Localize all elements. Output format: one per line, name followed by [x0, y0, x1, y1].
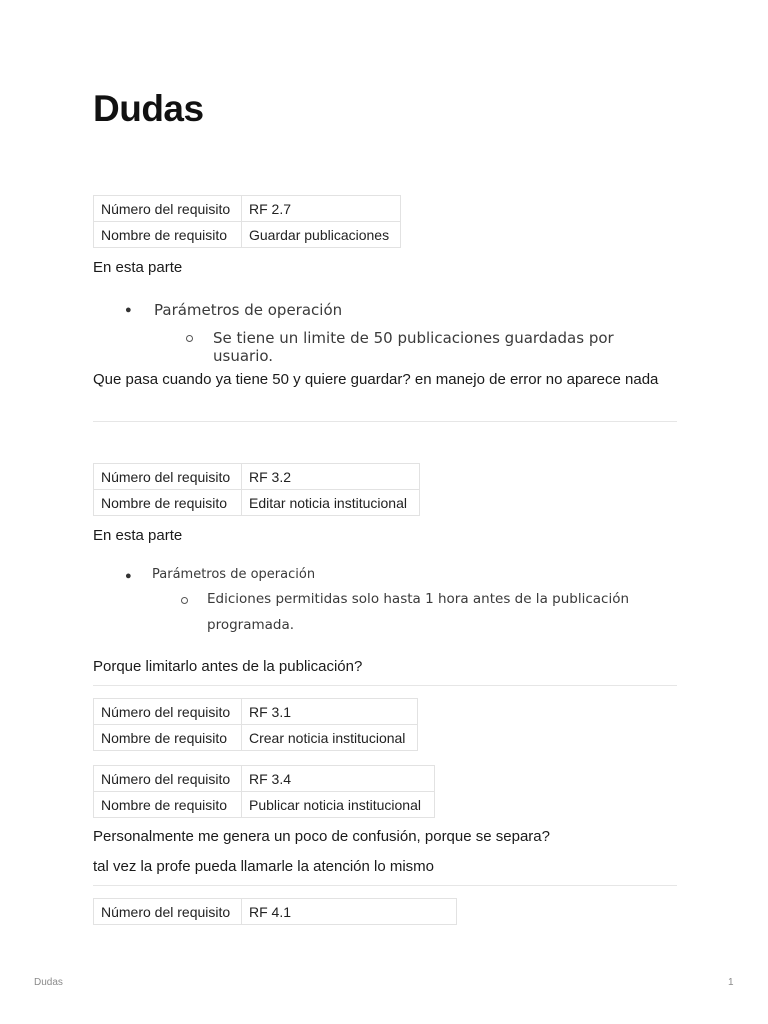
footer-page-number: 1: [728, 977, 734, 988]
intro-text: En esta parte: [93, 527, 183, 544]
footer-document-title: Dudas: [34, 977, 63, 988]
table-key: Número del requisito: [94, 464, 242, 490]
comment-text: tal vez la profe pueda llamarle la atención lo mismo: [93, 858, 435, 875]
sub-bullet-text: Ediciones permitidas solo hasta 1 hora antes de la publicación: [207, 591, 630, 607]
sub-bullet-text-continued: programada.: [207, 617, 295, 633]
table-value: Editar noticia institucional: [242, 490, 420, 516]
question-text: Porque limitarlo antes de la publicación?: [93, 658, 363, 675]
comment-text: Personalmente me genera un poco de confusión, porque se separa?: [93, 828, 550, 845]
divider: [93, 685, 677, 686]
sub-bullet-circle: [181, 597, 188, 604]
table-key: Nombre de requisito: [94, 222, 242, 248]
bullet-dot: ●: [125, 570, 132, 582]
table-row: [94, 222, 401, 248]
table-row: [94, 725, 418, 751]
table-value: Guardar publicaciones: [242, 222, 401, 248]
bullet-text: Parámetros de operación: [154, 301, 343, 319]
divider: [93, 421, 677, 422]
table-row: [94, 196, 401, 222]
requirement-table-rf32: [93, 463, 420, 516]
table-row: [94, 766, 435, 792]
table-key: Nombre de requisito: [94, 725, 242, 751]
table-row: [94, 792, 435, 818]
table-row: [94, 490, 420, 516]
table-value: RF 3.1: [242, 699, 418, 725]
requirement-table-rf31: [93, 698, 418, 751]
bullet-dot: ●: [125, 304, 132, 316]
table-value: Crear noticia institucional: [242, 725, 418, 751]
requirement-table-rf34: [93, 765, 435, 818]
table-key: Número del requisito: [94, 899, 242, 925]
table-row: [94, 699, 418, 725]
requirement-table-rf41: [93, 898, 457, 925]
table-row: [94, 899, 457, 925]
table-key: Nombre de requisito: [94, 792, 242, 818]
divider: [93, 885, 677, 886]
table-value: RF 2.7: [242, 196, 401, 222]
question-text: Que pasa cuando ya tiene 50 y quiere guardar? en manejo de error no aparece nada: [93, 371, 659, 388]
sub-bullet-text: Se tiene un limite de 50 publicaciones guardadas por usuario.: [213, 329, 614, 365]
table-key: Nombre de requisito: [94, 490, 242, 516]
bullet-text: Parámetros de operación: [152, 567, 316, 582]
page-title: Dudas: [93, 88, 204, 129]
table-row: [94, 464, 420, 490]
table-value: RF 4.1: [242, 899, 457, 925]
table-key: Número del requisito: [94, 196, 242, 222]
table-value: RF 3.2: [242, 464, 420, 490]
intro-text: En esta parte: [93, 259, 183, 276]
sub-bullet-circle: [186, 335, 193, 342]
table-key: Número del requisito: [94, 699, 242, 725]
requirement-table-rf27: [93, 195, 401, 248]
table-key: Número del requisito: [94, 766, 242, 792]
table-value: Publicar noticia institucional: [242, 792, 435, 818]
table-value: RF 3.4: [242, 766, 435, 792]
